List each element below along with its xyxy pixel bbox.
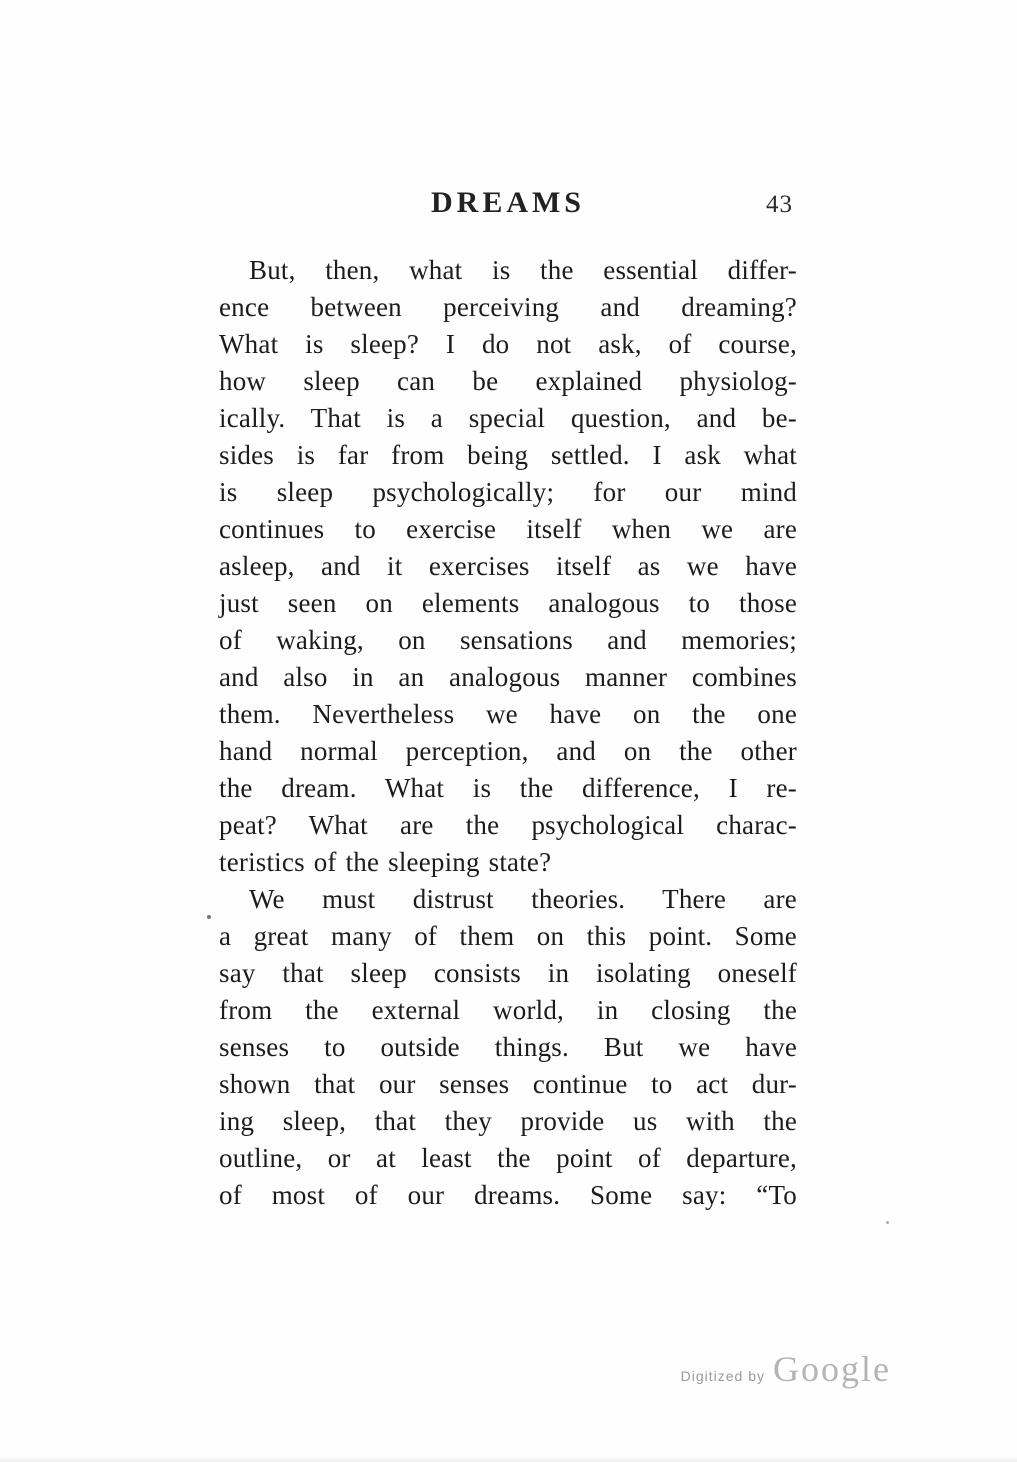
text-line: continues to exercise itself when we are — [219, 514, 797, 544]
text-line: them. Nevertheless we have on the one — [219, 699, 797, 729]
scan-speck — [207, 915, 211, 919]
text-line: outline, or at least the point of departure, — [219, 1143, 797, 1173]
page-header — [219, 186, 797, 230]
paragraph — [219, 881, 797, 1214]
google-watermark — [681, 1348, 891, 1390]
text-line: asleep, and it exercises itself as we have — [219, 551, 797, 581]
page-number: 43 — [766, 191, 793, 218]
text-line: of most of our dreams. Some say: “To — [219, 1180, 797, 1210]
body-text — [219, 252, 797, 1214]
text-line: ence between perceiving and dreaming? — [219, 292, 797, 322]
digitized-by-label: Digitized by — [680, 1368, 766, 1384]
text-line: and also in an analogous manner combines — [219, 662, 797, 692]
text-line: hand normal perception, and on the other — [219, 736, 797, 766]
paragraph — [219, 252, 797, 881]
text-line: shown that our senses continue to act dur- — [219, 1069, 797, 1099]
scan-speck — [886, 1221, 889, 1224]
page-bottom-edge — [0, 1456, 1017, 1462]
text-line: peat? What are the psychological charac- — [219, 810, 797, 840]
text-line: a great many of them on this point. Some — [219, 921, 797, 951]
text-column — [219, 186, 797, 1214]
text-line: the dream. What is the difference, I re- — [219, 773, 797, 803]
text-line: senses to outside things. But we have — [219, 1032, 797, 1062]
text-line: sides is far from being settled. I ask what — [219, 440, 797, 470]
text-line: is sleep psychologically; for our mind — [219, 477, 797, 507]
text-line: We must distrust theories. There are — [249, 884, 797, 914]
text-line: how sleep can be explained physiolog- — [219, 366, 797, 396]
text-line: say that sleep consists in isolating oneself — [219, 958, 797, 988]
text-line: But, then, what is the essential differ- — [249, 255, 797, 285]
google-logo-text: Google — [773, 1349, 891, 1389]
text-line: ically. That is a special question, and be- — [219, 403, 797, 433]
text-line: ing sleep, that they provide us with the — [219, 1106, 797, 1136]
page-title: DREAMS — [430, 186, 585, 219]
text-line: of waking, on sensations and memories; — [219, 625, 797, 655]
text-line: teristics of the sleeping state? — [219, 847, 552, 877]
text-line: just seen on elements analogous to those — [219, 588, 797, 618]
text-line: What is sleep? I do not ask, of course, — [219, 329, 797, 359]
text-line: from the external world, in closing the — [219, 995, 797, 1025]
